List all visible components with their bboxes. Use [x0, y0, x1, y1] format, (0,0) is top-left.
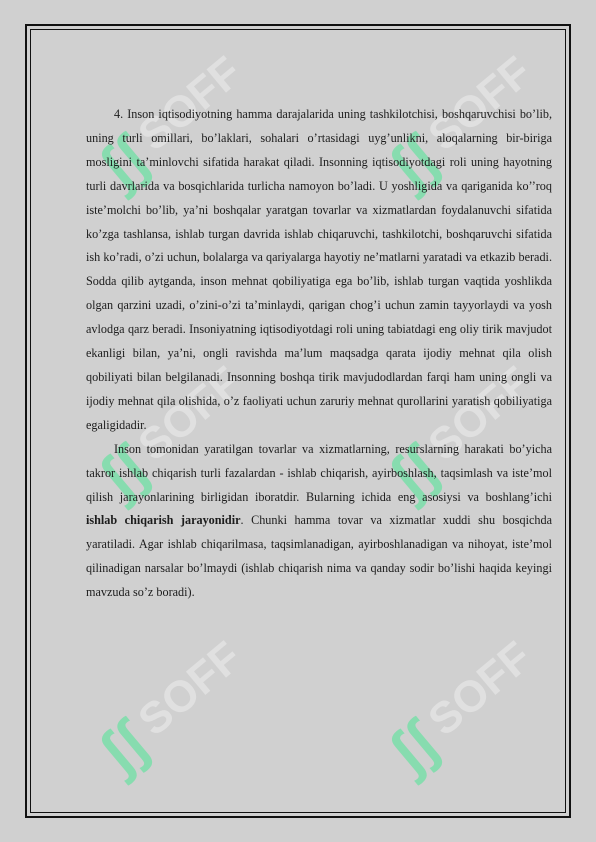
svg-text:ʃʃ: ʃʃ: [86, 123, 161, 201]
svg-text:SOFF: SOFF: [129, 55, 240, 161]
svg-text:ʃʃ: ʃʃ: [376, 708, 451, 786]
paragraph-2-text-before: Inson tomonidan yaratilgan tovarlar va xizmatlarning, resurslarning harakati bo’yicha takror ishlab chiqarish turli fazalardan - ishlab chiqarish, ayirboshlash, taqsimlash va iste’mol qilish jarayonlarining birligidan iboratdir. Bularning ichida eng asosiysi va boshlang’ichi: [86, 441, 552, 504]
svg-text:ʃʃ: ʃʃ: [86, 708, 161, 786]
paragraph-1: 4. Inson iqtisodiyotning hamma darajalarida uning tashkilotchisi, boshqaruvchisi bo’lib, uning turli omillari, bo’laklari, sohalari o’rtasidagi uyg’unlikni, aloqalarning bir-biriga mosligini ta’minlovchi sifatida harakat qiladi. Insonning iqtisodiyotdagi roli uning hayotning turli davrlarida va bosqichlarida turlicha namoyon bo’ladi. U yoshligida va qariganida ko’’roq iste’molchi bo’lib, ya’ni boshqalar yaratgan tovarlar va xizmatlardan foydalanuvchi sifatida ko’zga tashlansa, ishlab turgan davrida ishlab chiqaruvchi, tashkilotchi, boshqaruvchi sifatida ish ko’radi, o’zi uchun, bolalarga va qariyalarga hayotiy ne’matlarni yaratadi va etkazib beradi. Sodda qilib aytganda, inson mehnat qobiliyatiga ega bo’lib, ishlab turgan vaqtida yoshlikda olgan qarzini uzadi, o’zini-o’zi ta’minlaydi, qarigan chog’i uchun zamin tayyorlaydi va yosh avlodga qarz beradi. Insoniyatning iqtisodiyotdagi roli uning tabiatdagi eng oliy tirik mavjudot ekanligi bilan, ya’ni, ongli ravishda ma’lum maqsadga qarata ijodiy mehnat qila olish qobiliyati bilan belgilanadi. Insonning boshqa tirik mavjudodlardan farqi ham uning ongli va ijodiy mehnat qila olishida, o’z faoliyati uchun zaruriy mehnat qurollarini yaratish qobiliyatiga egaligidadir.: [86, 107, 552, 432]
svg-text:SOFF: SOFF: [419, 640, 530, 746]
paragraph-2-text-after: . Chunki hamma tovar va xizmatlar xuddi shu bosqichda yaratiladi. Agar ishlab chiqarilmasa, taqsimlanadigan, ayirboshlanadigan va nihoyat, iste’mol qilinadigan narsalar bo’lmaydi (ishlab chiqarish nima va qanday sodir bo’lishi haqida keyingi mavzuda so’z boradi).: [86, 513, 552, 600]
paragraph-2: [86, 438, 552, 605]
svg-text:ʃʃ: ʃʃ: [376, 123, 451, 201]
svg-text:SOFF: SOFF: [129, 365, 240, 471]
svg-text:ʃʃ: ʃʃ: [376, 433, 451, 511]
paragraph-2-bold-term: ishlab chiqarish jarayonidir: [86, 513, 241, 528]
svg-text:SOFF: SOFF: [419, 55, 530, 161]
svg-text:SOFF: SOFF: [129, 640, 240, 746]
svg-text:SOFF: SOFF: [419, 365, 530, 471]
svg-text:ʃʃ: ʃʃ: [86, 433, 161, 511]
document-body: [86, 103, 552, 605]
